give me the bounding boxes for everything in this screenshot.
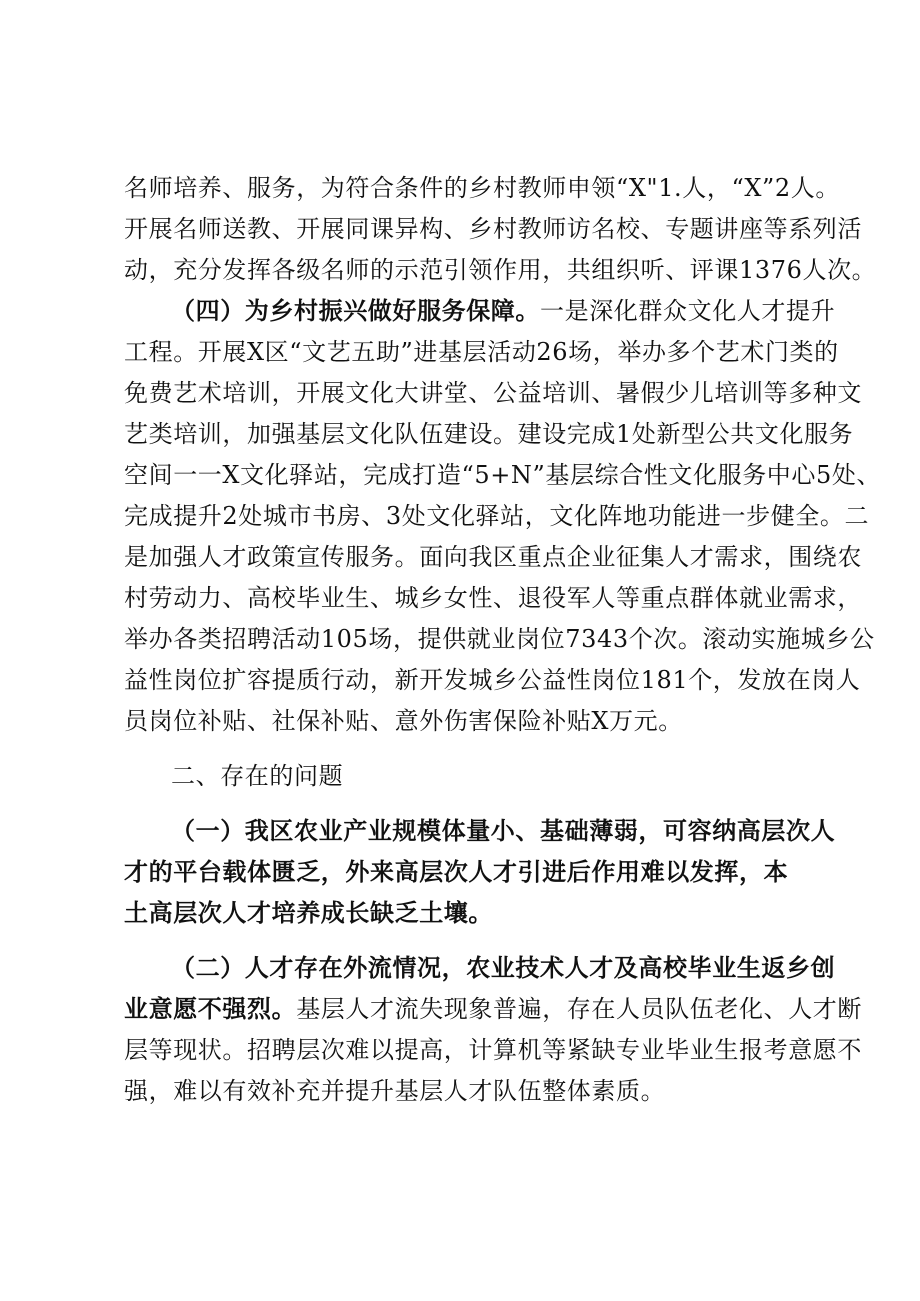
text-run: 动，充分发挥各级名师的示范引领作用，共组织听、评课1376人次。 xyxy=(124,256,877,284)
text-line xyxy=(124,994,862,1024)
text-line xyxy=(124,255,876,285)
section-heading: （四）为乡村振兴做好服务保障。 xyxy=(171,296,540,325)
text-line xyxy=(124,173,840,203)
text-run: 土高层次人才培养成长缺乏土壤。 xyxy=(124,898,493,927)
chapter-heading-line xyxy=(171,761,343,791)
text-run: 艺类培训，加强基层文化队伍建设。建设完成1处新型公共文化服务 xyxy=(124,420,854,448)
text-run: 村劳动力、高校毕业生、城乡女性、退役军人等重点群体就业需求， xyxy=(124,584,862,612)
text-line xyxy=(124,419,853,449)
text-run: 举办各类招聘活动105场，提供就业岗位7343个次。滚动实施城乡公 xyxy=(124,625,875,653)
text-run: 是加强人才政策宣传服务。面向我区重点企业征集人才需求，围绕农 xyxy=(124,543,862,571)
text-run: 员岗位补贴、社保补贴、意外伤害保险补贴X万元。 xyxy=(124,707,683,735)
text-run: 益性岗位扩容提质行动，新开发城乡公益性岗位181个，发放在岗人 xyxy=(124,666,861,694)
section-heading-line xyxy=(171,953,835,983)
text-line xyxy=(124,542,862,572)
text-line xyxy=(124,460,881,490)
section-heading: （二）人才存在外流情况，农业技术人才及高校毕业生返乡创 xyxy=(171,953,836,982)
text-line xyxy=(124,378,862,408)
text-run: 空间一一X文化驿站，完成打造“5+N”基层综合性文化服务中心5处、 xyxy=(124,461,882,489)
text-line xyxy=(124,1076,665,1106)
text-run: 一是深化群众文化人才提升 xyxy=(540,297,836,325)
text-run: 层等现状。招聘层次难以提高，计算机等紧缺专业毕业生报考意愿不 xyxy=(124,1036,862,1064)
text-line xyxy=(124,583,862,613)
text-run: 完成提升2处城市书房、3处文化驿站，文化阵地功能进一步健全。二 xyxy=(124,502,870,530)
text-run: 免费艺术培训，开展文化大讲堂、公益培训、暑假少儿培训等多种文 xyxy=(124,379,862,407)
section-heading: （一）我区农业产业规模体量小、基础薄弱，可容纳高层次人 xyxy=(171,816,836,845)
text-line xyxy=(124,1035,862,1065)
chapter-heading: 二、存在的问题 xyxy=(171,762,344,790)
text-run: 才的平台载体匮乏，外来高层次人才引进后作用难以发挥，本 xyxy=(124,857,789,886)
section-heading-line xyxy=(171,816,835,846)
text-run: 名师培养、服务，为符合条件的乡村教师申领“X"1.人，“X”2人。 xyxy=(124,174,840,202)
text-line xyxy=(124,706,683,736)
text-run: 基层人才流失现象普遍，存在人员队伍老化、人才断 xyxy=(296,995,863,1023)
section-heading-line xyxy=(171,296,835,326)
text-run: 开展名师送教、开展同课异构、乡村教师访名校、专题讲座等系列活 xyxy=(124,215,862,243)
text-line xyxy=(124,624,875,654)
text-line xyxy=(124,665,860,695)
text-run: 强，难以有效补充并提升基层人才队伍整体素质。 xyxy=(124,1077,666,1105)
text-line xyxy=(124,857,788,887)
text-run: 工程。开展X区“文艺五助”进基层活动26场，举办多个艺术门类的 xyxy=(124,338,839,366)
text-line xyxy=(124,337,839,367)
text-line xyxy=(124,898,493,928)
text-line xyxy=(124,214,862,244)
text-line xyxy=(124,501,869,531)
section-heading-tail: 业意愿不强烈。 xyxy=(124,994,297,1023)
